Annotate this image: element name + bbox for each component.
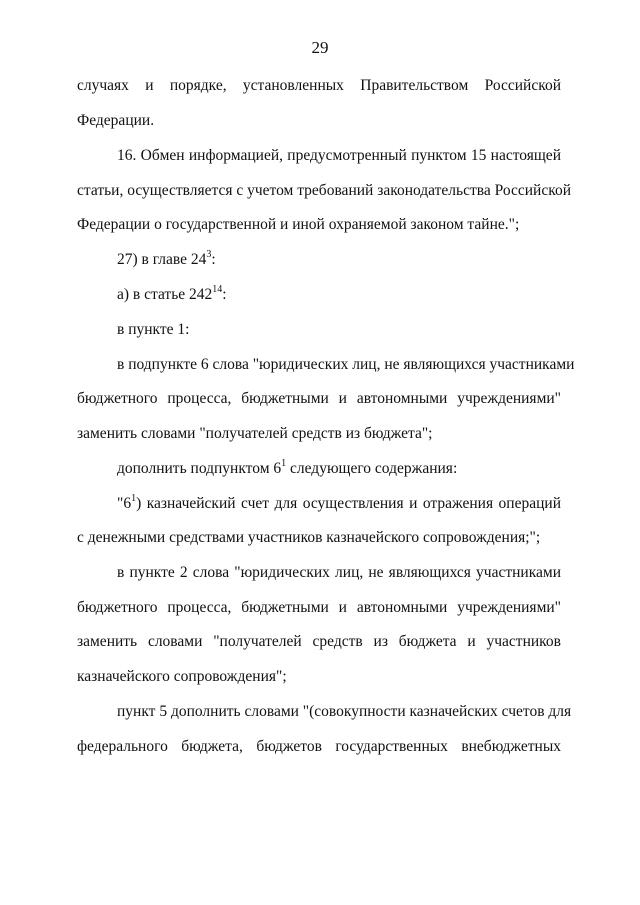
superscript: 14: [212, 283, 223, 295]
text-line: федерального бюджета, бюджетов государственных внебюджетных: [77, 738, 561, 755]
new-subparagraph: [117, 492, 561, 513]
chapter-reference: [117, 248, 561, 269]
text-line: с денежными средствами участников казначейского сопровождения;";: [77, 529, 541, 546]
text-line: случаях и порядке, установленных Правительством Российской: [77, 77, 561, 94]
text-line: Федерации.: [77, 112, 155, 129]
text-run: ) казначейский счет для осуществления и отражения операций: [136, 495, 561, 512]
superscript: 1: [131, 492, 137, 504]
text-line: 16. Обмен информацией, предусмотренный пунктом 15 настоящей: [117, 147, 561, 164]
text-run: а) в статье 242: [117, 286, 213, 303]
subparagraph-addition: [117, 457, 561, 478]
text-run: :: [211, 251, 216, 268]
text-run: 27) в главе 24: [117, 251, 207, 268]
text-run: "6: [117, 495, 132, 512]
text-run: дополнить подпунктом 6: [117, 460, 282, 477]
text-run: следующего содержания:: [286, 460, 458, 477]
superscript: 1: [281, 457, 287, 469]
text-line: в подпункте 6 слова "юридических лиц, не являющихся участниками: [117, 356, 575, 373]
text-line: в пункте 1:: [117, 321, 190, 338]
text-run: :: [222, 286, 227, 303]
text-line: в пункте 2 слова "юридических лиц, не являющихся участниками: [117, 564, 561, 581]
text-line: казначейского сопровождения";: [77, 668, 287, 685]
text-line: заменить словами "получателей средств из бюджета и участников: [77, 633, 561, 650]
text-line: бюджетного процесса, бюджетными и автономными учреждениями": [77, 599, 561, 616]
article-reference: [117, 283, 561, 304]
text-line: Федерации о государственной и иной охраняемой законом тайне.";: [77, 216, 520, 233]
superscript: 3: [206, 248, 212, 260]
text-line: бюджетного процесса, бюджетными и автономными учреждениями": [77, 390, 561, 407]
page-number: 29: [311, 38, 329, 57]
text-line: заменить словами "получателей средств из бюджета";: [77, 425, 433, 442]
text-line: статьи, осуществляется с учетом требований законодательства Российской: [77, 182, 572, 199]
text-line: пункт 5 дополнить словами "(совокупности казначейских счетов для: [117, 703, 572, 720]
